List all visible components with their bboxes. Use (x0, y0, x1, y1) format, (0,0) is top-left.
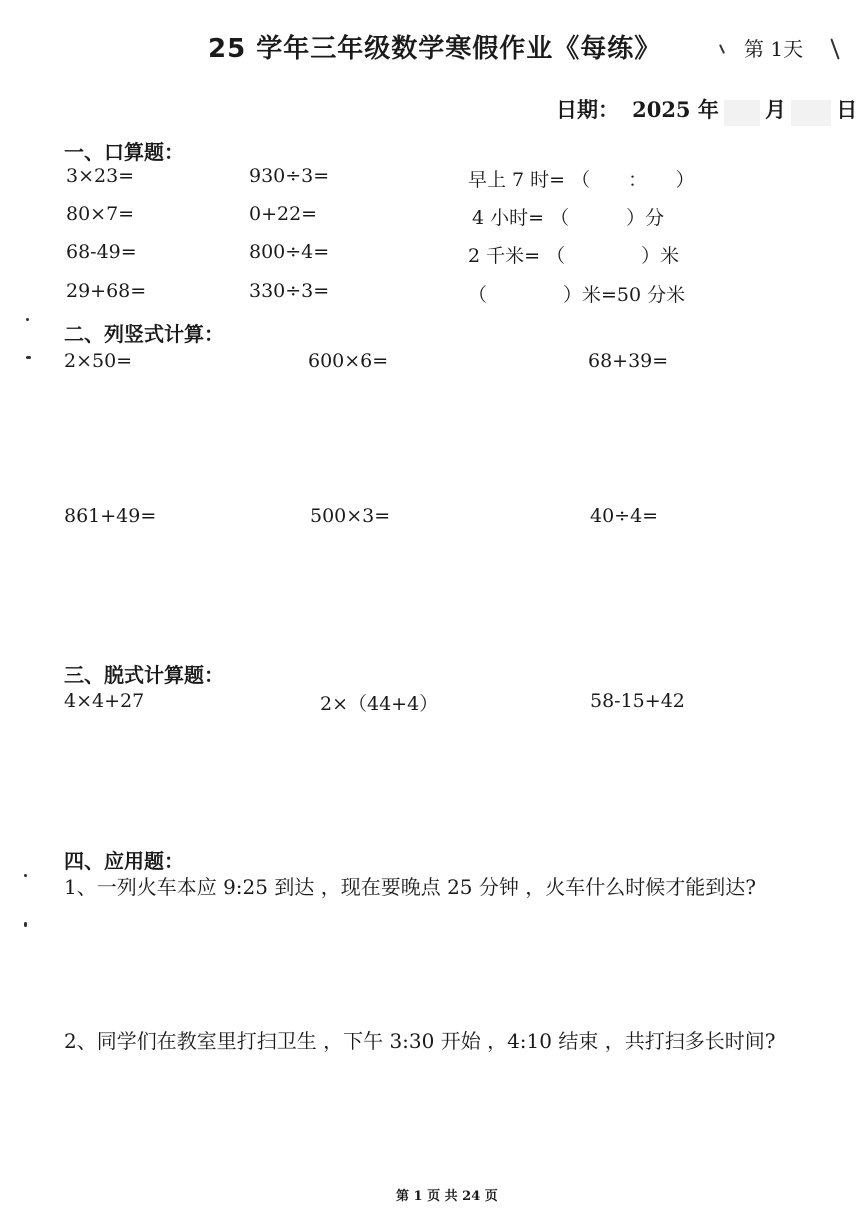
section-3-title: 三、脱式计算题： (64, 663, 224, 687)
step-calc-item: 2×（44+4） (320, 693, 439, 715)
step-calc-item: 58-15+42 (590, 690, 685, 712)
vertical-calc-item: 600×6= (308, 350, 389, 372)
scan-mark (24, 874, 27, 877)
oral-item: 80×7= (66, 203, 135, 225)
unit-conversion-item: 早上 7 时= （ ： ） (468, 169, 695, 191)
oral-item: 930÷3= (249, 165, 330, 187)
vertical-calc-item: 500×3= (310, 505, 391, 527)
oral-item: 29+68= (66, 280, 147, 302)
scan-mark (830, 38, 839, 59)
section-4-title: 四、应用题： (64, 849, 184, 873)
date-year: 2025 年 (632, 97, 719, 122)
scan-mark (24, 922, 27, 927)
page-footer: 第 1 页 共 24 页 (396, 1189, 498, 1204)
oral-item: 800÷4= (249, 241, 330, 263)
date-day: 日 (836, 97, 858, 122)
scan-mark (26, 318, 29, 321)
page-title: 25 学年三年级数学寒假作业《每练》 (208, 34, 662, 64)
date-month-blank (724, 100, 760, 126)
unit-conversion-item: 2 千米= （ ）米 (468, 245, 680, 267)
date-day-blank (791, 100, 831, 126)
date-month: 月 (765, 97, 787, 122)
unit-conversion-item: （ ）米=50 分米 (468, 284, 686, 306)
section-1-title: 一、口算题： (64, 140, 184, 164)
word-problem-2: 2、同学们在教室里打扫卫生 ，下午 3:30 开始 ，4:10 结束 ，共打扫多长时间? (64, 1029, 776, 1053)
oral-item: 330÷3= (249, 280, 330, 302)
vertical-calc-item: 2×50= (64, 350, 133, 372)
oral-item: 3×23= (66, 165, 135, 187)
word-problem-1: 1、一列火车本应 9:25 到达 ，现在要晚点 25 分钟 ，火车什么时候才能到达? (64, 875, 756, 899)
scan-mark (719, 44, 725, 54)
oral-item: 68-49= (66, 241, 137, 263)
step-calc-item: 4×4+27 (64, 690, 145, 712)
vertical-calc-item: 68+39= (588, 350, 669, 372)
section-2-title: 二、列竖式计算： (64, 322, 224, 346)
day-label: 第 1天 (744, 37, 804, 61)
vertical-calc-item: 40÷4= (590, 505, 659, 527)
scan-mark (26, 356, 31, 359)
date-label: 日期： (556, 98, 619, 122)
date-line (556, 94, 857, 126)
oral-item: 0+22= (249, 203, 318, 225)
vertical-calc-item: 861+49= (64, 505, 157, 527)
unit-conversion-item: 4 小时= （ ）分 (472, 207, 665, 229)
